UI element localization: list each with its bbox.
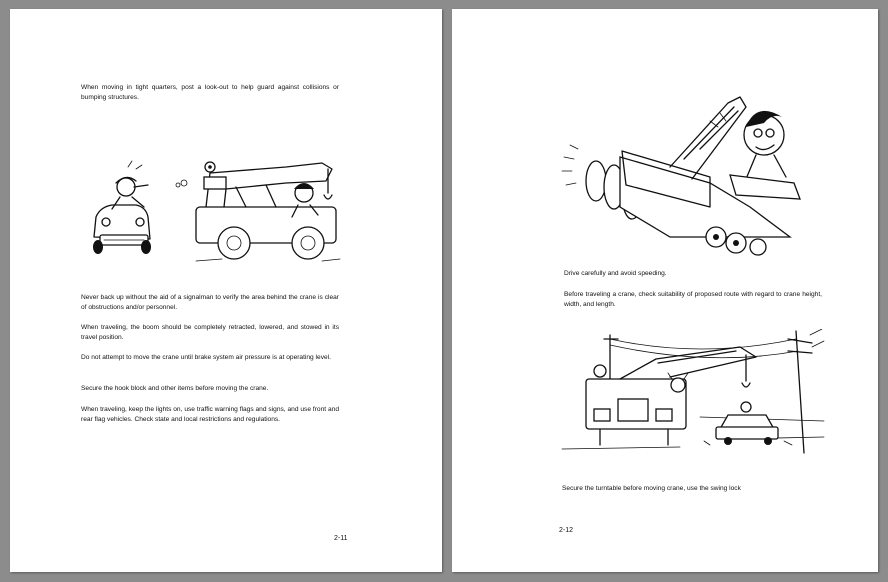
- paragraph-swing-lock: Secure the turntable before moving crane, use the swing lock: [562, 485, 741, 492]
- paragraph-back-up: Never back up without the aid of a signalman to verify the area behind the crane is clear of obstructions and/or personnel.: [81, 294, 339, 311]
- paragraph-lights-flags: When traveling, keep the lights on, use traffic warning flags and signs, and use front and rear flag vehicles. Check state and local restrictions and regulations.: [81, 406, 339, 423]
- paragraph-air-pressure: Do not attempt to move the crane until brake system air pressure is at operating level.: [81, 354, 331, 361]
- speeding-crane-illustration: [560, 87, 816, 257]
- paragraph-boom-retracted: When traveling, the boom should be completely retracted, lowered, and stowed in its travel position.: [81, 324, 339, 341]
- crane-under-power-lines-illustration: [560, 329, 826, 459]
- paragraph-secure-hook: Secure the hook block and other items before moving the crane.: [81, 385, 269, 392]
- paragraph-check-route: Before traveling a crane, check suitability of proposed route with regard to crane height, width, and length.: [564, 291, 822, 308]
- paragraph-drive-carefully: Drive carefully and avoid speeding.: [564, 270, 667, 277]
- paragraph-lookout: When moving in tight quarters, post a look-out to help guard against collisions or bumping structures.: [81, 84, 339, 101]
- driver-and-crane-illustration: [86, 147, 348, 269]
- page-number: 2-11: [334, 535, 348, 542]
- page-2-12: [452, 9, 878, 572]
- page-2-11: [10, 9, 442, 572]
- page-number: 2-12: [559, 527, 574, 534]
